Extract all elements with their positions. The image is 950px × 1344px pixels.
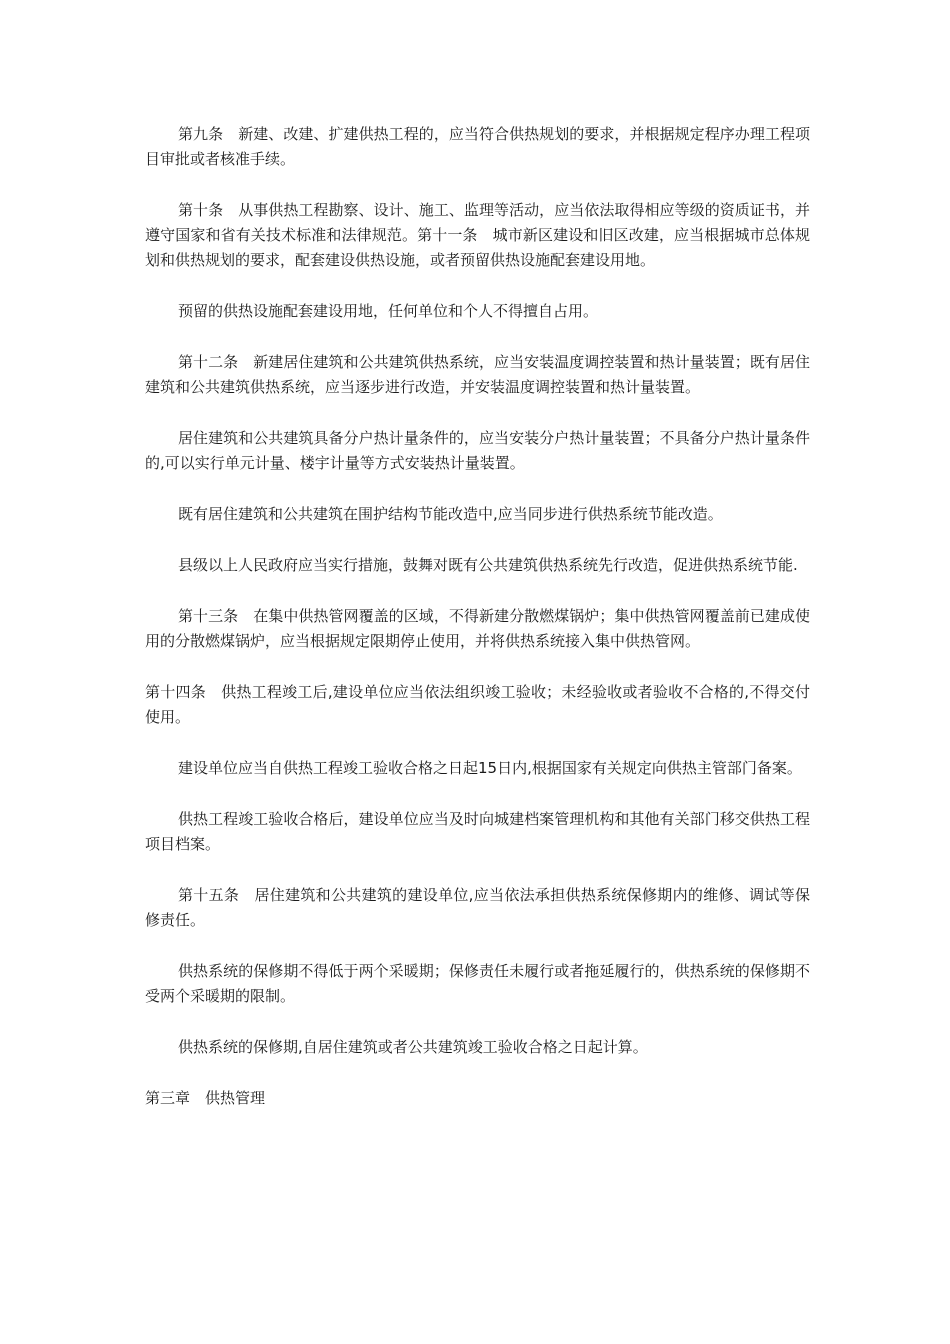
paragraph-warranty-period: 供热系统的保修期不得低于两个采暖期；保修责任未履行或者拖延履行的，供热系统的保修期不受两个采暖期的限制。 — [145, 962, 810, 1005]
paragraph-article-12: 第十二条 新建居住建筑和公共建筑供热系统，应当安装温度调控装置和热计量装置；既有居住建筑和公共建筑供热系统，应当逐步进行改造，并安装温度调控装置和热计量装置。 — [145, 353, 810, 396]
paragraph-government-measures: 县级以上人民政府应当实行措施，鼓舞对既有公共建筑供热系统先行改造，促进供热系统节能. — [178, 556, 798, 574]
paragraph-article-10-11: 第十条 从事供热工程勘察、设计、施工、监理等活动，应当依法取得相应等级的资质证书，并遵守国家和省有关技术标准和法律规范。第十一条 城市新区建设和旧区改建，应当根据城市总体规划和供热规划的要求，配套建设供热设施，或者预留供热设施配套建设用地。 — [145, 201, 810, 269]
paragraph-filing: 建设单位应当自供热工程竣工验收合格之日起15日内,根据国家有关规定向供热主管部门备案。 — [178, 759, 802, 777]
paragraph-warranty-start: 供热系统的保修期,自居住建筑或者公共建筑竣工验收合格之日起计算。 — [178, 1038, 648, 1056]
paragraph-article-13: 第十三条 在集中供热管网覆盖的区域，不得新建分散燃煤锅炉；集中供热管网覆盖前已建成使用的分散燃煤锅炉，应当根据规定限期停止使用，并将供热系统接入集中供热管网。 — [145, 607, 810, 650]
document-page — [145, 122, 810, 1137]
paragraph-reserved-land: 预留的供热设施配套建设用地，任何单位和个人不得擅自占用。 — [178, 302, 599, 320]
chapter-heading: 第三章 供热管理 — [145, 1089, 266, 1107]
paragraph-retrofit: 既有居住建筑和公共建筑在围护结构节能改造中,应当同步进行供热系统节能改造。 — [178, 505, 723, 523]
paragraph-metering: 居住建筑和公共建筑具备分户热计量条件的，应当安装分户热计量装置；不具备分户热计量条件的,可以实行单元计量、楼宇计量等方式安装热计量装置。 — [145, 429, 810, 472]
paragraph-article-14: 第十四条 供热工程竣工后,建设单位应当依法组织竣工验收；未经验收或者验收不合格的,不得交付使用。 — [145, 683, 810, 726]
paragraph-article-15: 第十五条 居住建筑和公共建筑的建设单位,应当依法承担供热系统保修期内的维修、调试等保修责任。 — [145, 886, 810, 929]
paragraph-article-9: 第九条 新建、改建、扩建供热工程的，应当符合供热规划的要求，并根据规定程序办理工程项目审批或者核准手续。 — [145, 125, 810, 168]
paragraph-archives: 供热工程竣工验收合格后，建设单位应当及时向城建档案管理机构和其他有关部门移交供热工程项目档案。 — [145, 810, 810, 853]
